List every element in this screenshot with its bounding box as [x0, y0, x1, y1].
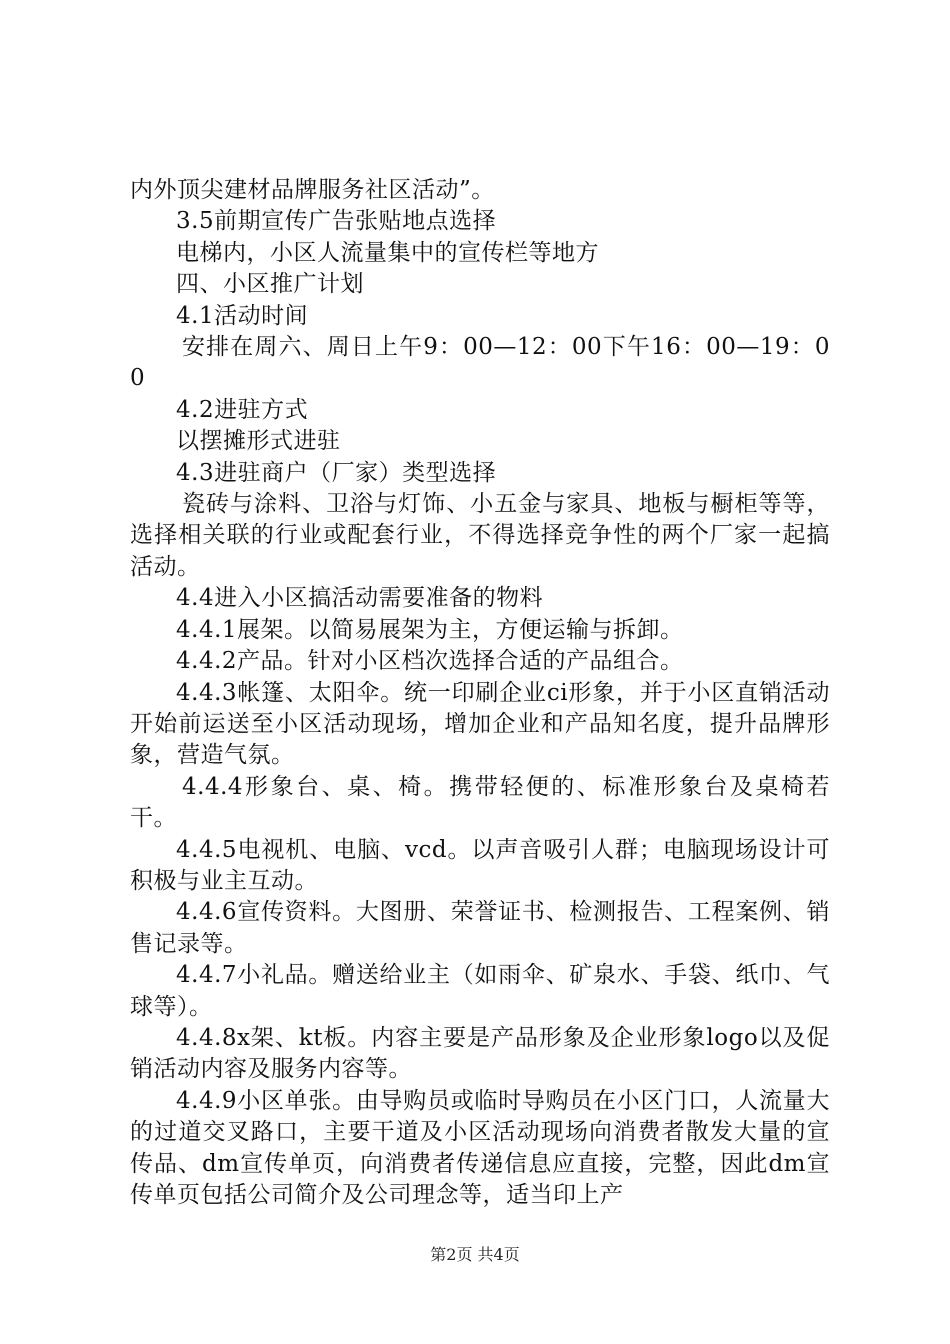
list-item: 4.4.3帐篷、太阳伞。统一印刷企业ci形象，并于小区直销活动开始前运送至小区活动现场，增加企业和产品知名度，提升品牌形象，营造气氛。: [130, 679, 830, 769]
page-footer: [0, 1245, 950, 1265]
list-item: 4.4.5电视机、电脑、vcd。以声音吸引人群；电脑现场设计可积极与业主互动。: [130, 836, 830, 894]
list-item: 4.4.7小礼品。赠送给业主（如雨伞、矿泉水、手袋、纸巾、气球等）。: [130, 962, 830, 1020]
list-item: 4.4.4形象台、桌、椅。携带轻便的、标准形象台及桌椅若干。: [130, 773, 830, 832]
list-item: 4.4.8x架、kt板。内容主要是产品形象及企业形象logo以及促销活动内容及服务内容等。: [130, 1024, 830, 1083]
list-item: 4.4.6宣传资料。大图册、荣誉证书、检测报告、工程案例、销售记录等。: [130, 899, 830, 957]
section-heading: 4.4进入小区搞活动需要准备的物料: [176, 585, 544, 612]
list-item: 4.4.9小区单张。由导购员或临时导购员在小区门口，人流量大的过道交叉路口，主要干道及小区活动现场向消费者散发大量的宣传品、dm宣传单页，向消费者传递信息应直接，完整，因此dm宣传单页包括公司简介及公司理念等，适当印上产: [130, 1087, 830, 1208]
section-heading: 4.1活动时间: [176, 302, 309, 329]
section-heading: 四、小区推广计划: [176, 271, 364, 298]
section-heading: 4.2进驻方式: [176, 396, 309, 423]
paragraph: 安排在周六、周日上午9：00—12：00下午16：00—19：00: [130, 334, 830, 392]
section-heading: 4.3进驻商户（厂家）类型选择: [176, 459, 497, 486]
document-body: [130, 175, 830, 1211]
paragraph: 以摆摊形式进驻: [176, 428, 341, 455]
paragraph: 内外顶尖建材品牌服务社区活动”。: [130, 177, 495, 203]
list-item: 4.4.1展架。以简易展架为主，方便运输与拆卸。: [176, 616, 684, 643]
page-number: 第2页 共4页: [430, 1245, 520, 1264]
paragraph: 电梯内，小区人流量集中的宣传栏等地方: [176, 239, 599, 266]
list-item: 4.4.2产品。针对小区档次选择合适的产品组合。: [176, 648, 684, 675]
paragraph: 瓷砖与涂料、卫浴与灯饰、小五金与家具、地板与橱柜等等，选择相关联的行业或配套行业，不得选择竞争性的两个厂家一起搞活动。: [130, 491, 830, 580]
section-heading: 3.5前期宣传广告张贴地点选择: [176, 208, 497, 235]
